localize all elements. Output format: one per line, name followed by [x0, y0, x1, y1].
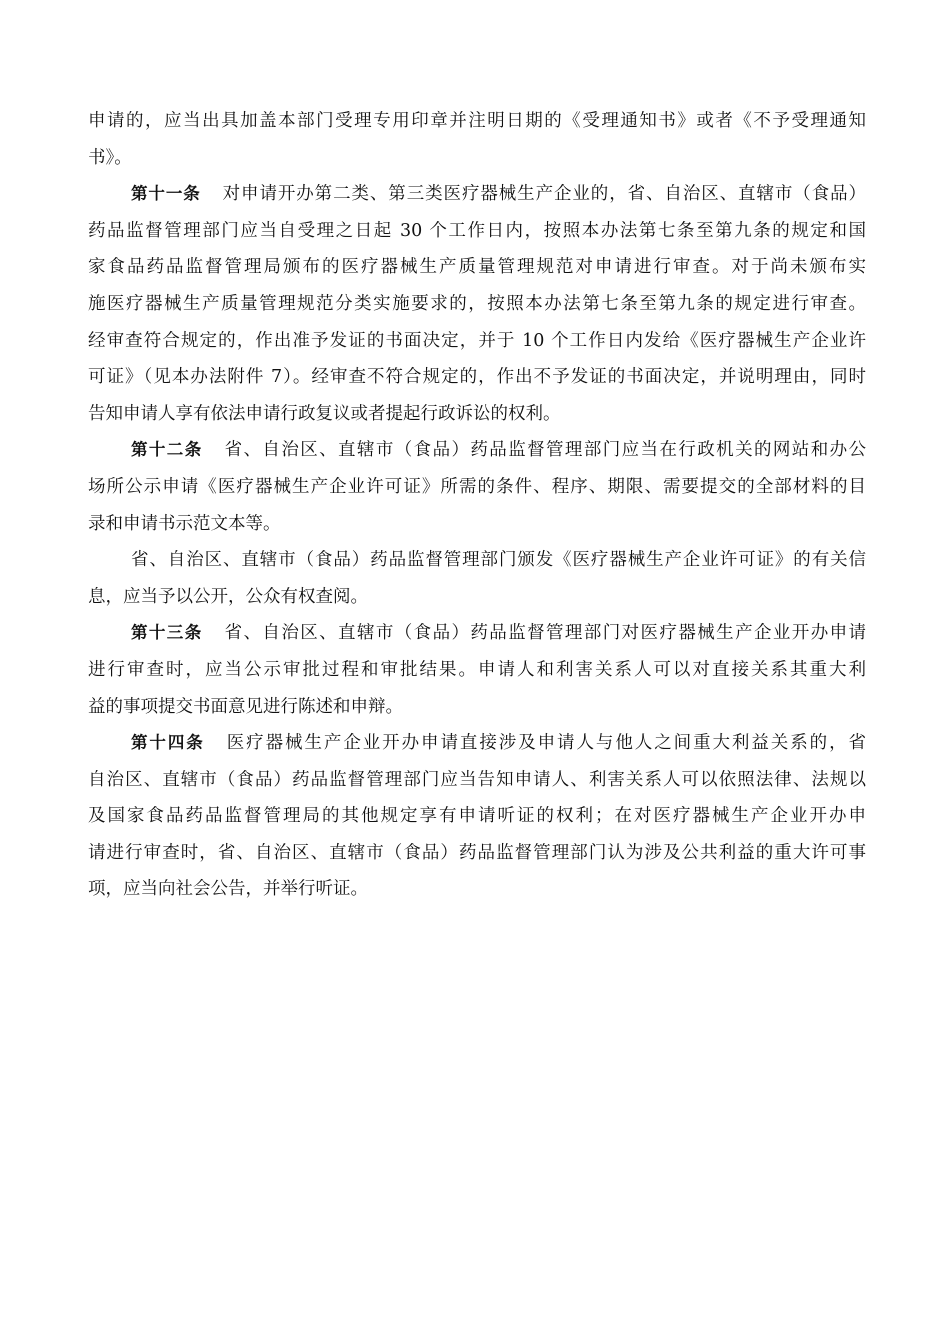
paragraph-line: 可证》（见本办法附件 7）。经审查不符合规定的，作出不予发证的书面决定，并说明理由，同时: [88, 367, 866, 388]
article-number: 第十三条: [131, 623, 203, 643]
paragraph-text: 医疗器械生产企业开办申请直接涉及申请人与他人之间重大利益关系的，省: [226, 733, 867, 754]
paragraph-line: 自治区、直辖市（食品）药品监督管理部门应当告知申请人、利害关系人可以依照法律、法规以: [88, 769, 866, 790]
article-13-first-line: [88, 615, 866, 652]
document-body: [88, 103, 866, 908]
article-11-first-line: [88, 176, 866, 213]
paragraph-line: 息，应当予以公开，公众有权查阅。: [88, 586, 368, 607]
paragraph-line: 书》。: [88, 147, 132, 168]
paragraph-line: 项，应当向社会公告，并举行听证。: [88, 879, 368, 900]
paragraph-line: 药品监督管理部门应当自受理之日起 30 个工作日内，按照本办法第七条至第九条的规定和国: [88, 220, 866, 241]
article-12-first-line: [88, 432, 866, 469]
paragraph-text: 对申请开办第二类、第三类医疗器械生产企业的，省、自治区、直辖市（食品）: [222, 184, 867, 205]
article-number: 第十四条: [131, 733, 205, 753]
article-14-first-line: [88, 725, 866, 762]
paragraph-line: 申请的，应当出具加盖本部门受理专用印章并注明日期的《受理通知书》或者《不予受理通知: [88, 111, 866, 131]
paragraph-line: 省、自治区、直辖市（食品）药品监督管理部门颁发《医疗器械生产企业许可证》的有关信: [131, 550, 866, 571]
article-number: 第十一条: [131, 184, 201, 204]
paragraph-line: 告知申请人享有依法申请行政复议或者提起行政诉讼的权利。: [88, 403, 561, 424]
article-number: 第十二条: [131, 440, 203, 460]
paragraph-line: 家食品药品监督管理局颁布的医疗器械生产质量管理规范对申请进行审查。对于尚未颁布实: [88, 257, 866, 278]
paragraph-line: 场所公示申请《医疗器械生产企业许可证》所需的条件、程序、期限、需要提交的全部材料的目: [88, 476, 866, 497]
paragraph-text: 省、自治区、直辖市（食品）药品监督管理部门应当在行政机关的网站和办公: [224, 440, 867, 461]
paragraph-line: 请进行审查时，省、自治区、直辖市（食品）药品监督管理部门认为涉及公共利益的重大许可事: [88, 842, 866, 863]
paragraph-line: 益的事项提交书面意见进行陈述和申辩。: [88, 696, 403, 717]
paragraph-line: 进行审查时，应当公示审批过程和审批结果。申请人和利害关系人可以对直接关系其重大利: [88, 659, 866, 680]
paragraph-line: 录和申请书示范文本等。: [88, 513, 281, 534]
paragraph-line: 经审查符合规定的，作出准予发证的书面决定，并于 10 个工作日内发给《医疗器械生产企业许: [88, 330, 866, 351]
paragraph-line: 及国家食品药品监督管理局的其他规定享有申请听证的权利；在对医疗器械生产企业开办申: [88, 806, 866, 827]
paragraph-text: 省、自治区、直辖市（食品）药品监督管理部门对医疗器械生产企业开办申请: [224, 623, 867, 644]
paragraph-line: 施医疗器械生产质量管理规范分类实施要求的，按照本办法第七条至第九条的规定进行审查。: [88, 293, 866, 314]
